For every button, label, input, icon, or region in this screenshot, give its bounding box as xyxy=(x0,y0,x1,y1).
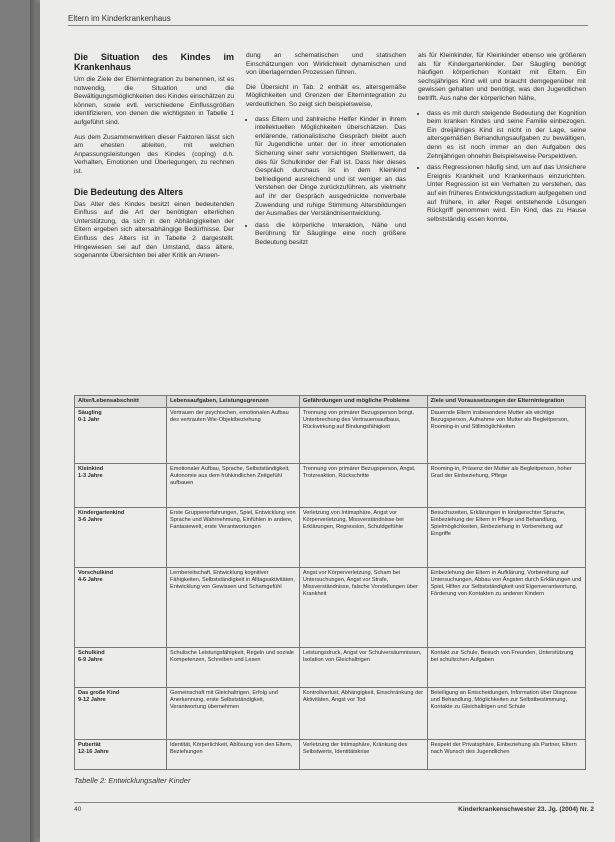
text-column-1 xyxy=(74,52,234,267)
column-header: Alter/Lebensabschnitt xyxy=(75,396,167,408)
page-number: 40 xyxy=(74,806,82,813)
risks-cell: Verletzung von Intimsphäre, Angst vor Körperverletzung, Missverständnisse bei Erklärungen, Regression, Schuldgefühle xyxy=(299,508,427,568)
table-row xyxy=(75,508,586,568)
table-row xyxy=(75,464,586,508)
age-cell: Vorschulkind 4-6 Jahre xyxy=(75,568,167,648)
column-header: Ziele und Voraussetzungen der Elternintegration xyxy=(427,396,585,408)
goals-cell: Kontakt zur Schule, Besuch von Freunden, Unterstützung bei schulischen Aufgaben xyxy=(427,648,585,688)
table-row xyxy=(75,688,586,740)
table-row xyxy=(75,408,586,464)
tasks-cell: Vertrauen der psychischen, emotionalen Aufbau des vertrauten Wie-Objektbeziehung xyxy=(166,408,299,464)
section-heading-age: Die Bedeutung des Alters xyxy=(74,186,184,197)
tasks-cell: Identität, Körperlichkeit, Ablösung von den Eltern, Beziehungen xyxy=(166,740,299,770)
table-caption: Tabelle 2: Entwicklungsalter Kinder xyxy=(74,776,191,785)
age-cell: Kindergartenkind 3-6 Jahre xyxy=(75,508,167,568)
paragraph: Das Alter des Kindes besitzt einen bedeutenden Einfluss auf die Art der benötigten elterlichen Unterstützung, da sich in den Abhängigkeiten der Eltern ergeben sich altersabhängige Bedürfnisse. Der Einfluss des Alters ist in Tabelle 2 dargestellt. Hingewiesen sei auf den Umstand, dass ältere, sogenannte Übersichten bei aller Kritik an Anwen- xyxy=(74,200,234,260)
age-cell: Schulkind 6-9 Jahre xyxy=(75,648,167,688)
risks-cell: Angst vor Körperverletzung, Scham bei Untersuchungen, Angst vor Strafe, Missverständnisse, falsche Vorstellungen über Krankheit xyxy=(299,568,427,648)
risks-cell: Leistungsdruck, Angst vor Schulversäumnissen, Isolation von Gleichaltrigen xyxy=(299,648,427,688)
paragraph: Aus dem Zusammenwirken dieser Faktoren lässt sich am ehesten ableiten, mit welchen Anpassungsleistungen des Kindes (coping) d.h. Verhalten, Emotionen und Überlegungen, zu rechnen ist. xyxy=(74,133,234,175)
list-item: • dass es mit durch steigende Bedeutung der Kognition beim kranken Kindes und seine Familie einbezogen. Ein dreijähriges Kind ist nicht in der Lage, seine altersgemäßen Behandlungsaufgaben zu bewältigen, denn es ist noch immer an den Aufgaben des Zehnjährigen ohnehin Beispielsweise Perspektiven. xyxy=(427,110,586,162)
table-row xyxy=(75,648,586,688)
age-cell: Pubertät 12-16 Jahre xyxy=(75,740,167,770)
column-header: Lebensaufgaben, Leistungsgrenzen xyxy=(166,396,299,408)
running-head: Eltern im Kinderkrankenhaus xyxy=(68,14,588,26)
page-edge xyxy=(30,0,40,842)
risks-cell: Verletzung der Intimsphäre, Kränkung des Selbstwerts, Identitätskrise xyxy=(299,740,427,770)
paragraph: als für Kleinkinder, für Kleinkinder ebenso wie größeren als für Kindergartenkinder. Der Säugling benötigt häufigen körperlichen Kontakt mit Eltern. Ein sechsjähriges Kind will und braucht demgegenüber mit gewissen gehalten und benötigt, was den Jugendlichen betrifft. Aus nahe der körperlichen Nähe, xyxy=(418,52,586,102)
list-item: • dass Eltern und zahlreiche Helfer Kinder in ihrem intellektuellen Möglichkeiten überschätzen. Das erklärende, rationalistische Gespräch bleibt auch für Jugendliche unter der in ihrer emotionalen Sicherung einer sehr vorsichtigen Stellenwert, da dies für Schulkinder der Fall ist. Dass hier dieses Gespräch durchaus ist in dem Kleinkind befriedigend ausreichend und ist weniger an das Verstehen der Dinge zurückzuführen, als vielmehr auf ihr der Gespräch ausgedrückte nonverbale Zuwendung und ruhige Stimmung Altersbildungen der Ausmaßes der Verständnisentwicklung. xyxy=(255,116,406,219)
risks-cell: Kontrollverlust, Abhängigkeit, Einschränkung der Aktivitäten, Angst vor Tod xyxy=(299,688,427,740)
document-page xyxy=(40,0,615,842)
tasks-cell: Lernbereitschaft, Entwicklung kognitiver Fähigkeiten, Selbstständigkeit in Alltagsaktivitäten, Entwicklung von Gewissen und Schamgefühl xyxy=(166,568,299,648)
goals-cell: Beteiligung an Entscheidungen, Information über Diagnose und Behandlung, Möglichkeiten zur Selbstbestimmung, Kontakte zu Gleichaltrigen und Schule xyxy=(427,688,585,740)
journal-reference: Kinderkrankenschwester 23. Jg. (2004) Nr. 2 xyxy=(458,806,594,813)
goals-cell: Dauernde Eltern insbesondere Mutter als wichtige Bezugsperson, Aufnahme von Mutter als Begleitperson, Rooming-in und Stillmöglichkeiten xyxy=(427,408,585,464)
goals-cell: Besuchszeiten, Erklärungen in kindgerechter Sprache, Einbeziehung der Eltern in Pflege und Behandlung, Spielmöglichkeiten, Einbeziehung in Vorbereitung auf Eingriffe xyxy=(427,508,585,568)
section-heading-situation: Die Situation des Kindes im Krankenhaus xyxy=(74,52,234,72)
paragraph: dung an schematischen und statischen Einschätzungen von Wirklichkeit dynamischen und von überlagernden Prozessen führen. xyxy=(246,52,406,77)
list-item: • dass die körperliche Interaktion, Nähe und Berührung für Säuglinge eine noch größere Bedeutung besitzt xyxy=(255,222,406,248)
tasks-cell: Erste Gruppenerfahrungen, Spiel, Entwicklung von Sprache und Wahrnehmung, Einfühlen in andere, Fantasiewelt, erste Verantwortungen xyxy=(166,508,299,568)
table-row xyxy=(75,568,586,648)
tasks-cell: Schulische Leistungsfähigkeit, Regeln und soziale Kompetenzen, Schreiben und Lesen xyxy=(166,648,299,688)
list-item: • dass Regressionen häufig sind, um auf das Unsichere Ereignis Krankheit und Krankenhaus einzurichten. Unter Regression ist ein Verhalten zu verstehen, das auf ein früheres Entwicklungsstadium aufgegeben und auf frühere, in aller Regel entstehende Lösungen Rückgriff genommen wird. Ein Kind, das zu Hause selbstständig essen konnte, xyxy=(427,164,586,224)
table-row xyxy=(75,740,586,770)
paragraph: Um die Ziele der Elternintegration zu benennen, ist es notwendig, die Situation und die Bewältigungsmöglichkeiten des Kindes einschätzen zu können, sowie evtl. verschiedene Einflussgrößen identifizieren, von denen die wichtigsten in Tabelle 1 aufgeführt sind. xyxy=(74,76,234,126)
age-cell: Säugling 0-1 Jahr xyxy=(75,408,167,464)
column-header: Gefährdungen und mögliche Probleme xyxy=(299,396,427,408)
age-cell: Das große Kind 9-12 Jahre xyxy=(75,688,167,740)
table-header-row xyxy=(75,396,586,408)
text-column-2 xyxy=(246,52,406,253)
tasks-cell: Emotionaler Aufbau, Sprache, Selbstständigkeit, Autonomie aus dem frühkindlichen Zeitgefühl aufbauen xyxy=(166,464,299,508)
risks-cell: Trennung von primärer Bezugsperson, Angst, Trotzreaktion, Rückschritte xyxy=(299,464,427,508)
goals-cell: Einbeziehung der Eltern in Aufklärung, Vorbereitung auf Untersuchungen, Abbau von Ängsten durch Erklärungen und Spiel, Hilfen zur Selbstständigkeit und Eigenverantwortung, Förderung von Kontakten zu anderen Kindern xyxy=(427,568,585,648)
goals-cell: Rooming-in, Präsenz der Mutter als Begleitperson, hoher Grad der Einbeziehung, Pflege xyxy=(427,464,585,508)
bullet-list xyxy=(418,110,586,225)
risks-cell: Trennung von primärer Bezugsperson bringt, Unterbrechung des Vertrauensaufbaus, Rückwirkung auf Bindungsfähigkeit xyxy=(299,408,427,464)
goals-cell: Respekt der Privatsphäre, Einbeziehung als Partner, Eltern nach Wunsch des Jugendlichen xyxy=(427,740,585,770)
age-cell: Kleinkind 1-3 Jahre xyxy=(75,464,167,508)
paragraph: Die Übersicht in Tab. 2 enthält es, altersgemäße Möglichkeiten und Grenzen der Elternintegration zu verdeutlichen. So zeigt sich beispielsweise, xyxy=(246,83,406,108)
tasks-cell: Gemeinschaft mit Gleichaltrigen, Erfolg und Anerkennung, erste Selbstständigkeit, Verantwortung übernehmen xyxy=(166,688,299,740)
page-footer xyxy=(74,802,594,813)
text-column-3 xyxy=(418,52,586,230)
development-table xyxy=(74,395,586,770)
bullet-list xyxy=(246,116,406,248)
